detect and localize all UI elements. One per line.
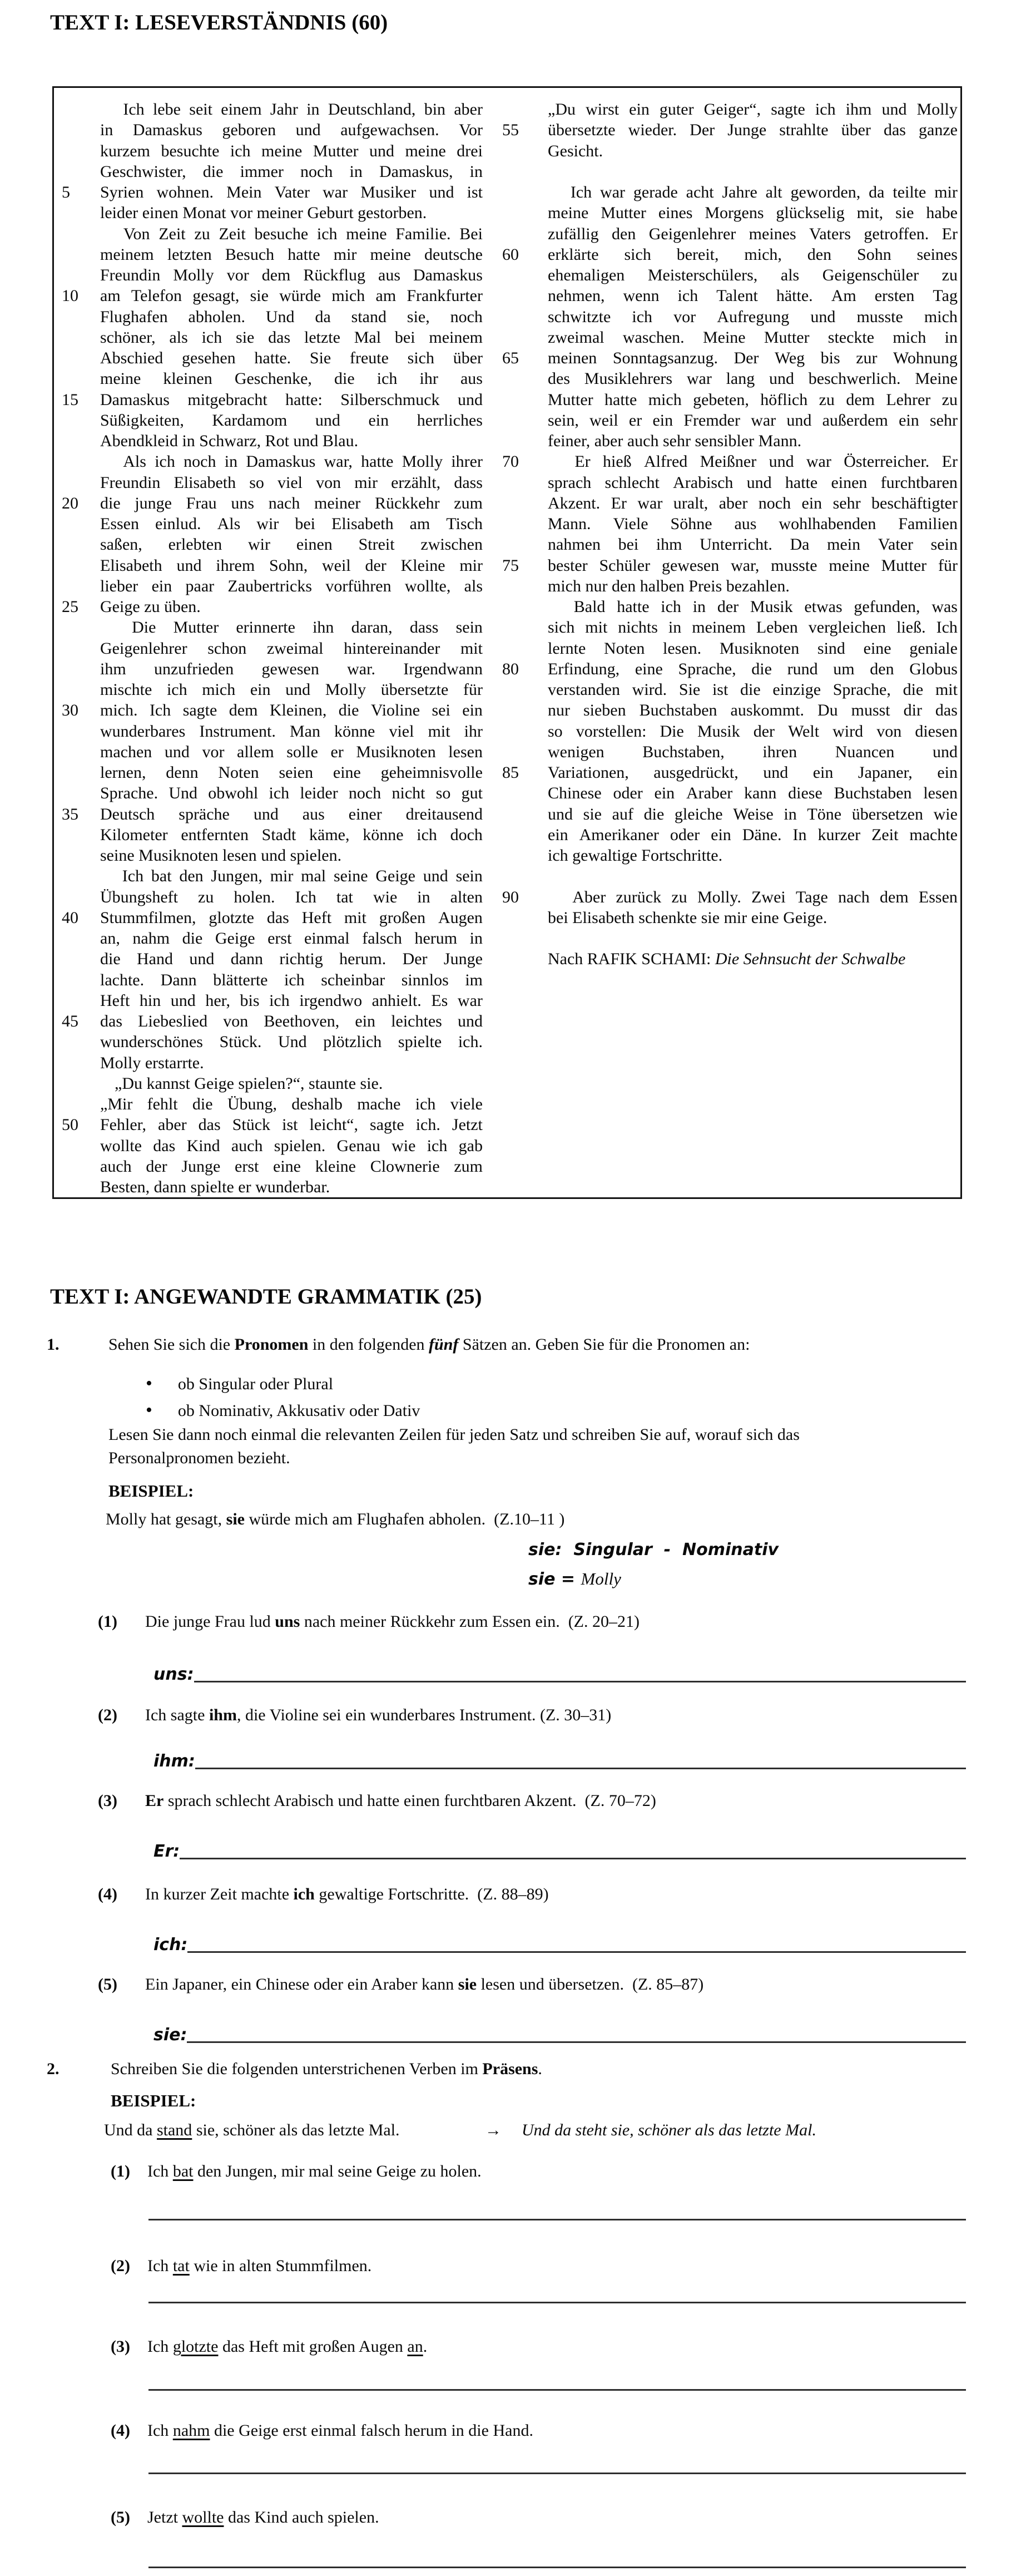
passage-line: ich gewaltige Fortschritte.: [548, 846, 723, 865]
line-number: 60: [502, 245, 519, 264]
line-number: 55: [502, 121, 519, 140]
passage-line: die junge Frau uns nach meiner Rückkehr zum: [100, 494, 483, 512]
passage-line: des Musiklehrers war lang und beschwerlich. Meine: [548, 369, 958, 388]
line-number: 30: [62, 701, 78, 720]
passage-line: sprach schlecht Arabisch und hatte einen furchtbaren: [548, 473, 958, 492]
line-number: 25: [62, 598, 78, 616]
passage-line: Variationen, ausgedrückt, und ein Japaner, ein: [548, 763, 958, 782]
passage-line: zufällig den Geigenlehrer meines Vaters getroffen. Er: [548, 224, 958, 243]
exercise-1-number: 1.: [47, 1335, 60, 1354]
passage-line: kurzem besuchte ich meine Mutter und meine drei: [100, 141, 483, 160]
line-number: 5: [62, 183, 70, 201]
item-number: (2): [98, 1706, 117, 1724]
exercise-1-note-line1: Lesen Sie dann noch einmal die relevanten Zeilen für jeden Satz und schreiben Sie auf, worauf sich das: [108, 1425, 800, 1444]
passage-line: lernte Noten lesen. Musiknoten sind eine geniale: [548, 639, 958, 658]
passage-line: die Hand und dann richtig herum. Der Junge: [100, 950, 483, 969]
passage-line: mich nur den halben Preis bezahlen.: [548, 576, 790, 595]
passage-line: Die Mutter erinnerte ihn daran, dass sein: [132, 618, 483, 637]
passage-line: wenigen Buchstaben, ihren Nuancen und: [548, 742, 958, 761]
passage-line: am Telefon gesagt, sie würde mich am Frankfurter: [100, 287, 483, 305]
passage-line: ehemaligen Meisterschülers, als Geigenschüler zu: [548, 266, 958, 284]
passage-line: so vorstellen: Die Musik der Welt wird von diesen: [548, 722, 958, 741]
reading-section-title: TEXT I: LESEVERSTÄNDNIS (60): [50, 11, 388, 34]
passage-line: sich mit nichts in meinem Leben vergleichen ließ. Ich: [548, 618, 958, 637]
item-number: (4): [98, 1885, 117, 1903]
item-number: (3): [98, 1792, 117, 1810]
passage-line: auch der Junge erst eine kleine Clownerie zum: [100, 1157, 483, 1176]
passage-line: Abschied gesehen hatte. Sie freute sich über: [100, 349, 483, 367]
bullet-item: • ob Singular oder Plural: [146, 1373, 333, 1394]
passage-right-column: [548, 99, 958, 970]
exercise-2-intro: Schreiben Sie die folgenden unterstrichenen Verben im Präsens.: [111, 2060, 542, 2078]
answer-field[interactable]: [153, 1746, 966, 1773]
answer-label: ihm:: [153, 1751, 195, 1771]
item-number: (2): [111, 2257, 130, 2275]
arrow-icon: →: [485, 2121, 502, 2139]
item-sentence: In kurzer Zeit machte ich gewaltige Fortschritte. (Z. 88–89): [145, 1885, 549, 1903]
passage-line: zweimal waschen. Meine Mutter steckte mich in: [548, 328, 958, 347]
passage-line: Als ich noch in Damaskus war, hatte Molly ihrer: [123, 452, 483, 471]
passage-line: mischte ich mich ein und Molly übersetzte für: [100, 680, 483, 699]
passage-line: Akzent. Er war uralt, aber noch ein sehr beschäftigter: [548, 494, 958, 512]
item-sentence: Ich bat den Jungen, mir mal seine Geige zu holen.: [147, 2162, 482, 2180]
passage-line: Gesicht.: [548, 141, 603, 160]
passage-line: Ich bat den Jungen, mir mal seine Geige und sein: [122, 867, 483, 886]
exercise-1-note-line2: Personalpronomen bezieht.: [108, 1449, 290, 1467]
passage-line: nur sieben Buchstaben auskommt. Du musst dir das: [548, 701, 958, 720]
passage-line: Ich lebe seit einem Jahr in Deutschland, bin aber: [123, 100, 483, 119]
line-number: 85: [502, 763, 519, 782]
passage-line: wollte das Kind auch spielen. Genau wie ich gab: [100, 1136, 483, 1155]
exercise-1-intro: Sehen Sie sich die Pronomen in den folgenden fünf Sätzen an. Geben Sie für die Pronomen an:: [108, 1335, 750, 1354]
passage-line: Süßigkeiten, Kardamom und ein herrliches: [100, 411, 483, 430]
line-number: 65: [502, 349, 519, 367]
passage-line: saßen, erlebten wir einen Streit zwischen: [100, 535, 483, 554]
item-sentence: Jetzt wollte das Kind auch spielen.: [147, 2508, 379, 2526]
passage-line: wunderschönes Stück. Und plötzlich spielte ich.: [100, 1033, 483, 1052]
passage-line: „Du wirst ein guter Geiger“, sagte ich ihm und Molly: [548, 100, 958, 119]
example-answer-line1: sie: Singular - Nominativ: [528, 1540, 779, 1560]
passage-line: Stummfilmen, glotzte das Heft mit großen Augen: [100, 908, 483, 927]
passage-line: [548, 866, 958, 886]
passage-line: ein Amerikaner oder ein Däne. In kurzer Zeit machte: [548, 825, 958, 844]
item-sentence: Ich tat wie in alten Stummfilmen.: [147, 2257, 372, 2275]
passage-line: Kilometer entfernten Stadt käme, könne ich doch: [100, 825, 483, 844]
answer-line[interactable]: [187, 1951, 966, 1953]
passage-line: meinen Sonntagsanzug. Der Weg bis zur Wohnung: [548, 349, 958, 367]
passage-line: Deutsch spräche und aus einer dreitausend: [100, 805, 483, 823]
passage-line: Fehler, aber das Stück ist leicht“, sagte ich. Jetzt: [100, 1116, 483, 1134]
line-number: 35: [62, 805, 78, 823]
passage-line: schöner, als ich sie das letzte Mal bei meinem: [100, 328, 483, 347]
passage-line: lachte. Dann blätterte ich scheinbar sinnlos im: [100, 970, 483, 989]
passage-line: [548, 928, 958, 949]
item-number: (3): [111, 2337, 130, 2356]
example-source-sentence: Und da stand sie, schöner als das letzte Mal.: [104, 2121, 400, 2139]
answer-line[interactable]: [148, 2567, 966, 2568]
passage-line: lernen, denn Noten seien eine geheimnisvolle: [100, 763, 483, 782]
item-number: (5): [111, 2508, 130, 2526]
item-number: (1): [111, 2162, 130, 2180]
passage-line: [548, 161, 958, 182]
item-sentence: Ich nahm die Geige erst einmal falsch herum in die Hand.: [147, 2421, 533, 2440]
passage-line: mich. Ich sagte dem Kleinen, die Violine sei ein: [100, 701, 483, 720]
line-number: 50: [62, 1116, 78, 1134]
passage-line: nahmen bei ihm Unterricht. Da mein Vater sein: [548, 535, 958, 554]
passage-line: meine Mutter eines Morgens glückselig mit, sie habe: [548, 204, 958, 223]
answer-field[interactable]: [153, 2020, 966, 2046]
passage-line: Elisabeth und ihrem Sohn, weil der Kleine mir: [100, 556, 483, 575]
passage-line: „Mir fehlt die Übung, deshalb mache ich viele: [100, 1095, 483, 1113]
passage-line: Geigenlehrer schon zweimal hintereinander mit: [100, 639, 483, 658]
passage-line: Molly erstarrte.: [100, 1053, 204, 1072]
line-number: 15: [62, 390, 78, 409]
beispiel-label: BEISPIEL:: [111, 2091, 196, 2110]
passage-line: Freundin Elisabeth so viel von mir erzählt, dass: [100, 473, 483, 492]
passage-line: übersetzte wieder. Der Junge strahlte über das ganze: [548, 121, 958, 140]
passage-line: Damaskus mitgebracht hatte: Silberschmuck und: [100, 390, 483, 409]
line-number: 70: [502, 452, 519, 471]
passage-line: meine kleinen Geschenke, die ich ihr aus: [100, 369, 483, 388]
passage-line: an, nahm die Geige erst einmal falsch herum in: [100, 929, 483, 948]
answer-label: ich:: [153, 1935, 188, 1955]
example-present-answer: Und da steht sie, schöner als das letzte Mal.: [522, 2121, 816, 2139]
line-number: 45: [62, 1012, 78, 1030]
passage-line: Syrien wohnen. Mein Vater war Musiker und ist: [100, 183, 483, 201]
passage-line: das Liebeslied von Beethoven, ein leichtes und: [100, 1012, 483, 1030]
bullet-item: • ob Nominativ, Akkusativ oder Dativ: [146, 1400, 420, 1421]
answer-line[interactable]: [194, 1681, 966, 1682]
passage-line: schwitzte ich vor Aufregung und musste mich: [548, 307, 958, 326]
answer-line[interactable]: [148, 2302, 966, 2303]
line-number: 75: [502, 556, 519, 575]
passage-line: Erfindung, eine Sprache, die rund um den Globus: [548, 659, 958, 678]
passage-line: Mann. Viele Söhne aus wohlhabenden Familien: [548, 515, 958, 533]
passage-line: meinem letzten Besuch hatte mir meine deutsche: [100, 245, 483, 264]
passage-line: Flughafen abholen. Und da stand sie, noch: [100, 307, 483, 326]
answer-line[interactable]: [180, 1858, 966, 1859]
passage-line: Mutter hatte mich gebeten, höflich zu dem Lehrer zu: [548, 390, 958, 409]
passage-line: Abendkleid in Schwarz, Rot und Blau.: [100, 432, 359, 450]
passage-line: Besten, dann spielte er wunderbar.: [100, 1178, 330, 1196]
passage-line: in Damaskus geboren und aufgewachsen. Vor: [100, 121, 483, 140]
line-number: 10: [62, 287, 78, 305]
answer-line[interactable]: [148, 2389, 966, 2391]
passage-line: ihm unzufrieden gewesen war. Irgendwann: [100, 659, 483, 678]
answer-line[interactable]: [148, 2219, 966, 2220]
passage-line: Er hieß Alfred Meißner und war Österreicher. Er: [574, 452, 958, 471]
passage-line: Sprache. Und obwohl ich leider noch nicht so gut: [100, 784, 483, 803]
passage-line: Essen einlud. Als wir bei Elisabeth am Tisch: [100, 515, 483, 533]
line-number: 40: [62, 908, 78, 927]
line-number: 20: [62, 494, 78, 512]
passage-left-column: [100, 99, 483, 1197]
item-sentence: Er sprach schlecht Arabisch und hatte einen furchtbaren Akzent. (Z. 70–72): [145, 1792, 656, 1810]
answer-field[interactable]: [153, 1929, 966, 1956]
reading-passage-box: [52, 86, 962, 1199]
item-sentence: Ein Japaner, ein Chinese oder ein Araber kann sie lesen und übersetzen. (Z. 85–87): [145, 1975, 704, 1993]
passage-line: nehmen, wenn ich Talent hätte. Am ersten Tag: [548, 287, 958, 305]
item-number: (4): [111, 2421, 130, 2440]
passage-line: Nach RAFIK SCHAMI: Die Sehnsucht der Schwalbe: [548, 950, 906, 969]
passage-line: Ich war gerade acht Jahre alt geworden, da teilte mir: [570, 183, 958, 201]
passage-line: Übungsheft zu holen. Ich tat wie in alten: [100, 887, 483, 906]
passage-line: Von Zeit zu Zeit besuche ich meine Familie. Bei: [123, 224, 483, 243]
item-number: (1): [98, 1612, 117, 1631]
example-answer-line2: [528, 1569, 621, 1589]
line-number: 90: [502, 887, 519, 906]
answer-line[interactable]: [148, 2473, 966, 2474]
passage-line: „Du kannst Geige spielen?“, staunte sie.: [115, 1074, 383, 1093]
passage-line: bei Elisabeth schenkte sie mir eine Geige.: [548, 908, 827, 927]
passage-line: leider einen Monat vor meiner Geburt gestorben.: [100, 204, 427, 223]
item-sentence: Ich sagte ihm, die Violine sei ein wunderbares Instrument. (Z. 30–31): [145, 1706, 612, 1724]
grammar-section-title: TEXT I: ANGEWANDTE GRAMMATIK (25): [50, 1285, 482, 1309]
exercise-2-number: 2.: [47, 2060, 60, 2078]
passage-line: Freundin Molly vor dem Rückflug aus Damaskus: [100, 266, 483, 284]
answer-label: sie:: [153, 2025, 187, 2045]
passage-line: erklärte sich bereit, mich, den Sohn seines: [548, 245, 958, 264]
example-sentence: Molly hat gesagt, sie würde mich am Flughafen abholen. (Z.10–11 ): [106, 1510, 565, 1528]
answer-field[interactable]: [153, 1659, 966, 1686]
line-number: 80: [502, 659, 519, 678]
passage-line: und sie auf die gleiche Weise in Töne übersetzen wie: [548, 805, 958, 823]
passage-line: wunderbares Instrument. Man könne viel mit ihr: [100, 722, 483, 741]
passage-line: feiner, aber auch sehr sensibler Mann.: [548, 432, 802, 450]
example-answer-value: Molly: [581, 1569, 621, 1588]
passage-line: Chinese oder ein Araber kann diese Buchstaben lesen: [548, 784, 958, 803]
passage-line: verstanden wird. Sie ist die einzige Sprache, die mit: [548, 680, 958, 699]
answer-label: uns:: [153, 1665, 194, 1684]
passage-line: sein, weil er ein Fremder war und außerdem ein sehr: [548, 411, 958, 430]
answer-label: Er:: [153, 1842, 180, 1861]
item-sentence: Ich glotzte das Heft mit großen Augen an.: [147, 2337, 428, 2356]
passage-line: machen und vor allem solle er Musiknoten lesen: [100, 742, 483, 761]
item-sentence: Die junge Frau lud uns nach meiner Rückkehr zum Essen ein. (Z. 20–21): [145, 1612, 640, 1631]
answer-line[interactable]: [187, 2041, 966, 2043]
passage-line: Bald hatte ich in der Musik etwas gefunden, was: [573, 598, 958, 616]
answer-line[interactable]: [195, 1768, 966, 1769]
passage-line: bester Schüler gewesen war, musste meine Mutter für: [548, 556, 958, 575]
passage-line: Geige zu üben.: [100, 598, 201, 616]
passage-line: lieber ein paar Zaubertricks vorführen wollte, als: [100, 576, 483, 595]
passage-line: Aber zurück zu Molly. Zwei Tage nach dem Essen: [572, 887, 958, 906]
passage-line: Geschwister, die immer noch in Damaskus, in: [100, 162, 483, 181]
item-number: (5): [98, 1975, 117, 1993]
example-answer-prefix: sie =: [528, 1570, 581, 1589]
passage-line: seine Musiknoten lesen und spielen.: [100, 846, 342, 865]
beispiel-label: BEISPIEL:: [108, 1481, 194, 1501]
answer-field[interactable]: [153, 1836, 966, 1863]
passage-line: Heft hin und her, bis ich irgendwo anhielt. Es war: [100, 991, 483, 1010]
